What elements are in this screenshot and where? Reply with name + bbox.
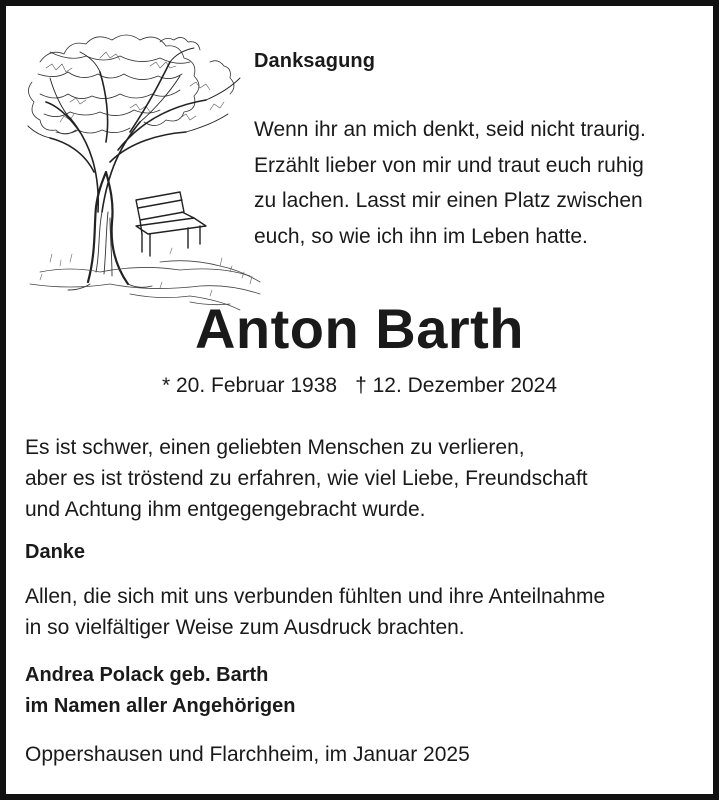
condolence-paragraph — [25, 432, 705, 525]
tree-bench-illustration — [10, 22, 280, 312]
paragraph-line: und Achtung ihm entgegengebracht wurde. — [25, 498, 426, 521]
thanks-heading: Danksagung — [254, 50, 376, 72]
deceased-name: Anton Barth — [194, 297, 524, 360]
thanks-paragraph — [25, 581, 705, 643]
danke-heading: Danke — [25, 541, 86, 563]
poem-line: zu lachen. Lasst mir einen Platz zwischen — [254, 189, 643, 212]
paragraph-line: in so vielfältiger Weise zum Ausdruck brachten. — [25, 616, 465, 639]
poem-verse — [254, 112, 704, 254]
signers-block — [25, 660, 705, 722]
signer-name: Andrea Polack geb. Barth — [25, 664, 269, 686]
paragraph-line: Allen, die sich mit uns verbunden fühlten und ihre Anteilnahme — [25, 585, 606, 608]
life-dates — [6, 374, 713, 398]
poem-line: Erzählt lieber von mir und traut euch ruhig — [254, 153, 644, 177]
death-date: † 12. Dezember 2024 — [355, 374, 558, 397]
poem-line: euch, so wie ich ihn im Leben hatte. — [254, 224, 588, 248]
paragraph-line: aber es ist tröstend zu erfahren, wie viel Liebe, Freundschaft — [25, 467, 588, 490]
birth-date: * 20. Februar 1938 — [161, 374, 338, 397]
place-date: Oppershausen und Flarchheim, im Januar 2025 — [25, 743, 470, 766]
poem-line: Wenn ihr an mich denkt, seid nicht traurig. — [254, 118, 646, 141]
paragraph-line: Es ist schwer, einen geliebten Menschen zu verlieren, — [25, 436, 525, 459]
signer-note: im Namen aller Angehörigen — [25, 695, 296, 717]
